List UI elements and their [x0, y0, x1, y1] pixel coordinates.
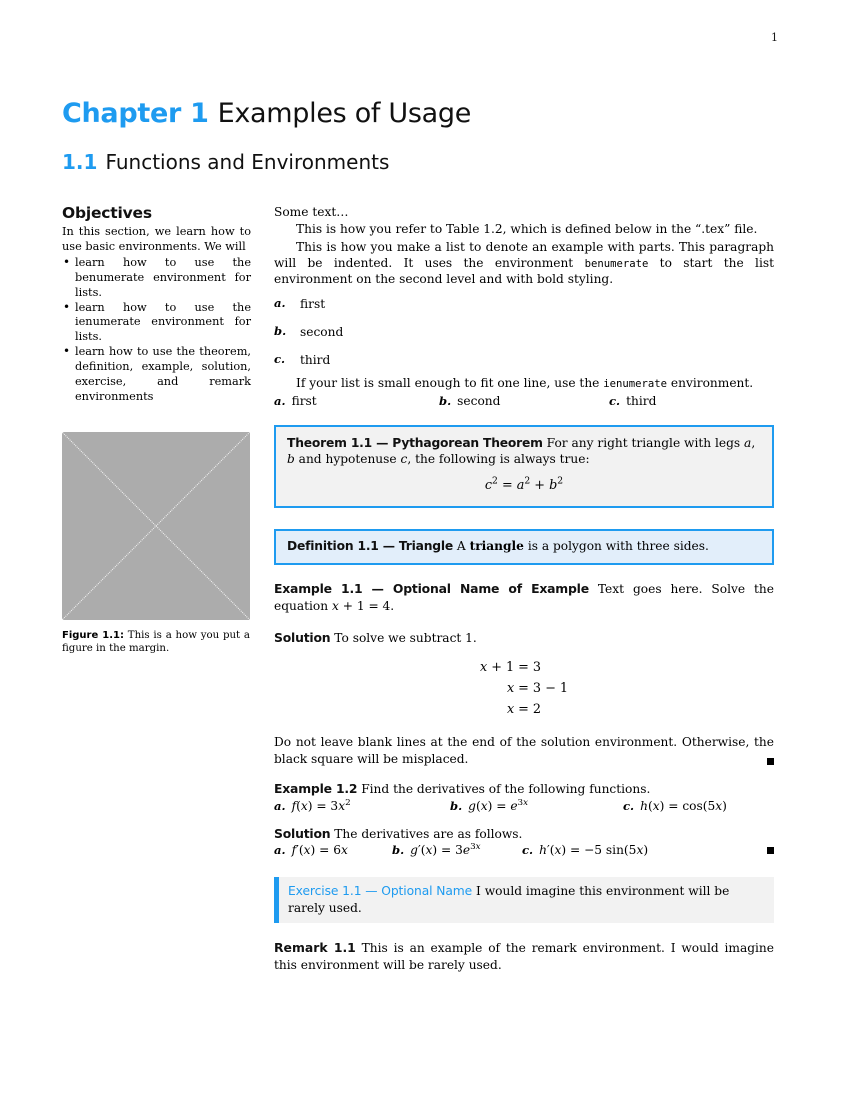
solution-2-block [274, 826, 774, 858]
list-item [274, 352, 774, 368]
example-1-1-equation: x [332, 598, 339, 613]
remark-block [274, 940, 774, 973]
remark-body: This is an example of the remark environment. I would imagine this environment will be rarely used. [274, 941, 774, 972]
definition-content [287, 538, 761, 554]
margin-column [62, 204, 251, 405]
section-heading [62, 150, 389, 174]
chapter-title: Examples of Usage [217, 98, 472, 129]
definition-title: Definition 1.1 — Triangle [287, 539, 454, 554]
equation-lhs: x [506, 702, 515, 718]
part-item [522, 843, 648, 857]
part-marker: b. [392, 843, 405, 858]
chapter-label: Chapter 1 [62, 98, 209, 129]
part-formula: h(x) = cos(5x) [640, 798, 727, 813]
figure-placeholder-image [62, 432, 250, 620]
example-1-2-body: Find the derivatives of the following functions. [361, 782, 651, 797]
objectives-list [62, 256, 251, 405]
example-1-1-title: Example 1.1 — Optional Name of Example [274, 580, 589, 596]
solution-2-parts [274, 843, 774, 857]
part-formula: $f(x) = 3x^2$ [291, 797, 351, 813]
list-item-label: second [300, 325, 344, 340]
margin-figure [62, 432, 250, 656]
part-marker: b. [450, 798, 463, 813]
figure-caption [62, 629, 250, 656]
equation-row [480, 699, 568, 720]
objectives-intro: In this section, we learn how to use basic environments. We will [62, 225, 251, 253]
inline-code-benumerate: benumerate [584, 258, 649, 271]
exercise-body-text: I would imagine this environment will be rarely used. [288, 884, 730, 915]
list-item-label: third [300, 353, 331, 368]
part-formula: h′(x) = −5 sin(5x) [539, 843, 649, 858]
part-item [450, 799, 623, 813]
figure-label: Figure 1.1: [62, 630, 124, 641]
figure-caption-text: This is a how you put a figure in the margin. [62, 630, 251, 655]
part-marker: a. [274, 798, 286, 813]
main-text-column [274, 204, 774, 973]
qed-square-icon [767, 847, 774, 854]
list-item-label: first [300, 296, 326, 311]
example-1-2-content [274, 781, 774, 798]
theorem-equation: $c^2 = a^2 + b^2$ [484, 476, 564, 494]
equation-relation: = [518, 660, 529, 676]
part-marker: c. [522, 843, 534, 858]
part-item [623, 799, 727, 813]
list-item-marker: b. [439, 394, 452, 409]
theorem-body-part3: , the following is always true: [407, 452, 590, 467]
equation-rhs: 3 − 1 [532, 681, 569, 697]
paragraph-some-text: Some text… [274, 205, 349, 219]
list-item-marker: a. [274, 394, 286, 409]
list-item: • learn how to use the theorem, definition, example, solution, exercise, and remark environments [62, 345, 251, 405]
paragraph-list-intro-part2: to start the list environment on the second level and with bold styling. [274, 256, 774, 287]
theorem-box [274, 425, 774, 509]
paragraph-list-intro [274, 239, 774, 288]
solution-1-title: Solution [274, 629, 331, 645]
solution-2-title: Solution [274, 825, 331, 841]
list-item-marker: b. [274, 324, 287, 339]
equation-rhs: 2 [532, 702, 542, 718]
list-item: • learn how to use the ienumerate environment for lists. [62, 301, 251, 346]
section-number: 1.1 [62, 150, 98, 174]
solution-1-body: To solve we subtract 1. [334, 630, 477, 645]
part-marker: c. [623, 798, 635, 813]
theorem-variable-c: c [400, 452, 408, 467]
part-formula: f′(x) = 6x [291, 843, 348, 858]
list-item [274, 296, 774, 312]
section-title: Functions and Environments [105, 150, 390, 174]
paragraph-table-reference: This is how you refer to Table 1.2, which is defined below in the “.tex” file. [296, 222, 758, 237]
list-item-marker: a. [274, 295, 286, 310]
paragraph-ienumerate-intro [274, 375, 774, 391]
note-paragraph-block [274, 734, 774, 767]
part-item [274, 799, 450, 813]
page-number: 1 [771, 31, 778, 44]
remark-title: Remark 1.1 [274, 940, 356, 956]
list-item [274, 393, 439, 410]
remark-content [274, 940, 774, 973]
objectives-title: Objectives [62, 204, 152, 222]
list-item [609, 393, 656, 410]
example-1-1-body: Text goes here. Solve the equation [274, 581, 774, 613]
solution-1-block [274, 630, 774, 721]
equation-row [480, 657, 568, 678]
example-1-2-parts [274, 799, 774, 813]
example-1-2-title: Example 1.2 [274, 781, 358, 797]
list-item [439, 393, 609, 410]
theorem-body-part2: and hypotenuse [294, 452, 401, 467]
definition-body-part2: is a polygon with three sides. [523, 539, 709, 554]
exercise-content [288, 883, 764, 916]
equation-rhs: 3 [532, 660, 542, 676]
theorem-title: Theorem 1.1 — Pythagorean Theorem [287, 435, 543, 450]
part-marker: a. [274, 843, 286, 858]
list-item-marker: c. [609, 394, 621, 409]
definition-term: triangle [469, 539, 524, 554]
chapter-heading [62, 98, 471, 129]
list-item-marker: c. [274, 352, 286, 367]
example-1-1-content: Example 1.1 — Optional Name of Example Text goes here. Solve the equation x + 1 = 4. [274, 580, 774, 613]
definition-box [274, 529, 774, 564]
equation-row [480, 678, 568, 699]
qed-square-icon [767, 758, 774, 765]
part-item [274, 843, 392, 857]
ienumerate-list [274, 393, 774, 410]
list-item-label: second [457, 394, 501, 409]
theorem-variable-a: a [744, 435, 752, 450]
theorem-variable-b: b [287, 452, 295, 467]
list-item [274, 324, 774, 340]
solution-1-content [274, 630, 774, 647]
part-formula: $g(x) = e^{3x}$ [468, 797, 529, 813]
equation-relation: = [518, 681, 529, 697]
exercise-title: Exercise 1.1 — Optional Name [288, 884, 473, 899]
part-item [392, 843, 522, 857]
benumerate-list [274, 296, 774, 369]
list-item-label: first [291, 394, 317, 409]
equation-lhs: x + 1 [479, 660, 515, 676]
inline-code-ienumerate: ienumerate [603, 377, 668, 390]
theorem-body-part1: For any right triangle with legs [546, 435, 745, 450]
paragraph-ienum-part2: environment. [667, 375, 754, 390]
theorem-separator: , [751, 435, 756, 450]
equation-lhs: x [506, 681, 515, 697]
theorem-content [287, 435, 761, 468]
solution-2-content [274, 826, 774, 843]
paragraph-list-intro-part1: This is how you make a list to denote an example with parts. This paragraph will be indented. It uses the environment [274, 239, 774, 271]
list-item: • learn how to use the benumerate environment for lists. [62, 256, 251, 301]
solution-1-equations [274, 657, 774, 720]
paragraph-ienum-part1: If your list is small enough to fit one line, use the [296, 375, 604, 390]
definition-body-part1: A [456, 539, 470, 554]
example-1-1-block [274, 581, 774, 614]
part-formula: $g'(x) = 3e^{3x}$ [410, 842, 481, 858]
note-paragraph: Do not leave blank lines at the end of the solution environment. Otherwise, the black square will be misplaced. [274, 735, 774, 766]
solution-2-body: The derivatives are as follows. [334, 826, 523, 841]
example-1-2-block [274, 781, 774, 813]
list-item-label: third [626, 394, 657, 409]
exercise-box [274, 877, 774, 923]
equation-relation: = [518, 702, 529, 718]
